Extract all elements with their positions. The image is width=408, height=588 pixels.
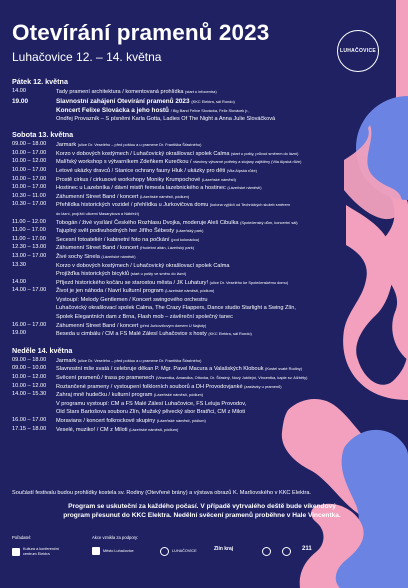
program-item <box>12 184 404 193</box>
item-time <box>12 400 56 409</box>
item-location: všechny výtvarné potřeby a stojany zajištěny (Vila Alpská růže) <box>193 159 302 165</box>
page-subtitle: Luhačovice 12. – 14. května <box>12 49 162 64</box>
heart-logo <box>262 547 271 556</box>
item-title: Beseda u cimbálu / CM a FS Malé Zálesí Luhačovice s hosty <box>56 331 207 338</box>
item-time: 14.00 – 15.30 <box>12 391 47 398</box>
item-location: (Lázeňské náměstí, pódium) <box>165 288 215 294</box>
item-title: Moravians / koncert folkrockové skupiny <box>56 418 156 424</box>
program-item <box>12 115 404 124</box>
item-title: Letové ukázky dravců / Stanice ochrany fauny Hluk / ukázky pro děti <box>56 167 226 174</box>
item-time: 11.00 – 17.00 <box>12 235 46 242</box>
weather-notice-line-1: Program se uskuteční za každého počasí. V případě vytrvalého deště bude víkendový <box>68 503 336 510</box>
item-time: 19.00 <box>12 97 28 105</box>
item-location: (Lázeňské náměstí) <box>227 185 262 191</box>
program-item <box>12 262 404 271</box>
zlin-name: Zlín kraj <box>214 546 234 552</box>
program-item <box>12 88 404 97</box>
item-location: (pod kolonádou) <box>171 236 200 242</box>
item-location: (zastávky u pramenů) <box>244 383 282 389</box>
item-time: 10.30 – 11.00 <box>12 192 46 199</box>
item-title: Tobogán / živé vysílání Českého Rozhlasu Dvojka, moderuje Aleš Cibulka <box>56 219 239 226</box>
organizer-logo <box>12 547 72 557</box>
item-location: (KKC Elektra, sál Rondo) <box>208 331 252 337</box>
item-event <box>56 167 257 176</box>
item-time: 10.00 – 12.00 <box>12 158 47 165</box>
item-event <box>56 383 282 392</box>
item-event <box>56 296 208 305</box>
item-title: Slavnostní zahájení Otevírání pramenů 2023 <box>56 97 190 105</box>
item-location: (KKC Elektra, sál Rondo) <box>191 98 235 104</box>
item-location: (Lázeňské náměstí, pódium) <box>139 193 190 199</box>
item-event <box>56 88 217 97</box>
item-event <box>56 426 178 435</box>
program <box>12 77 404 434</box>
item-title: V programu vystoupí: CM a FS Malé Zálesí Luhačovice, FS Leluja Provodov, <box>56 400 247 407</box>
spa-name: LUHAČOVICE <box>172 549 197 553</box>
item-event <box>56 365 302 374</box>
item-time <box>12 313 56 322</box>
item-title: Slavnostní mše svatá / celebruje děkan P. Mgr. Pavel Macura a Valašských Klobouk <box>56 366 264 373</box>
item-location: (start u pošty, průvod směrem do lázní) <box>231 150 299 156</box>
program-item <box>12 210 404 219</box>
item-time: 09.00 – 18.00 <box>12 356 47 363</box>
item-time: 11.00 – 12.00 <box>12 218 46 225</box>
program-item <box>12 357 404 366</box>
program-item <box>12 219 404 228</box>
item-title: Tajuplný svět podivuhodných her Jiřího Šébesty <box>56 228 175 235</box>
program-item <box>12 374 404 383</box>
item-title: Koncert Felixe Slovácka a jeho hostů <box>56 106 169 114</box>
item-time: 13.00 – 17.00 <box>12 252 47 259</box>
festival-note: Součástí festivalu budou prohlídky kostela sv. Rodiny (Otevřené brány) a výstava obrazů K. Maršovského v KKC Elektra. <box>12 490 311 496</box>
item-title: Život je jen náhoda / Navrí kulturní program <box>56 288 164 295</box>
item-location: do lázní, projíždí ulicemi Masarykova a Nábřeží) <box>56 210 140 216</box>
program-item <box>12 236 404 245</box>
program-item <box>12 417 404 426</box>
item-time: 19.00 <box>12 330 26 337</box>
item-location: (před Jurkovičovým domem U Najády) <box>139 322 207 328</box>
item-time: 09.00 – 18.00 <box>12 141 47 148</box>
item-title: Ondřej Provazník – S písněmi Karla Gotta, Ladies Of The Night a Anna Julie Slováčková <box>56 115 276 122</box>
program-item <box>12 279 404 288</box>
item-title: Roztančené prameny / vystoupení folklorních souborů a DH Provodovjanké <box>56 383 243 390</box>
program-item <box>12 97 404 106</box>
item-location: (ulice Dr. Veselého – před poštou a u pramene Dr. Františka Šťastného) <box>77 357 202 363</box>
item-event <box>56 357 201 366</box>
item-event <box>56 115 275 124</box>
item-time: 14.00 <box>12 278 26 285</box>
item-location: (Lázeňské náměstí, pódium) <box>153 392 204 398</box>
item-event <box>56 322 206 331</box>
item-time <box>12 115 56 124</box>
item-time: 11.00 – 17.00 <box>12 227 46 234</box>
page-title: Otevírání pramenů 2023 <box>12 20 270 45</box>
item-event <box>56 391 203 400</box>
item-location: (Vila Alpská růže) <box>226 167 257 173</box>
day-heading-friday: Pátek 12. května <box>12 77 68 86</box>
program-item <box>12 106 404 115</box>
program-item <box>12 141 404 150</box>
item-title: Secesní fotoateliér / kabinetní foto na počkání <box>56 236 170 243</box>
program-item <box>12 400 404 409</box>
item-title: Záhumenní Street Band / koncert <box>56 193 139 200</box>
item-title: Jarmark <box>56 357 77 364</box>
radio-name: 211 <box>302 546 312 552</box>
item-time: 16.00 – 17.00 <box>12 321 47 328</box>
item-time <box>12 270 56 279</box>
item-location: (Lázeňské náměstí, pódium) <box>156 418 206 423</box>
item-location: (ulice Dr. Veselého – před poštou a u pramene Dr. Františka Šťastného) <box>77 142 202 148</box>
item-time: 13.30 <box>12 261 26 268</box>
item-title: Zahraj mně hudečku / kulturní program <box>56 392 153 399</box>
item-location: (Společenský dům, koncertní sál) <box>240 219 298 225</box>
item-location: (Lázeňské náměstí) <box>201 176 236 182</box>
item-time: 10.30 – 17.00 <box>12 201 47 208</box>
item-event <box>56 150 298 159</box>
item-time <box>12 304 56 313</box>
item-title: Veselé, muziko! / CM z Miloti <box>56 426 128 433</box>
item-event <box>56 158 301 167</box>
item-location: (Kostel svaté Rodiny) <box>265 366 303 372</box>
item-title: Živé sochy Sinela <box>56 253 100 260</box>
item-time: 16.00 – 17.00 <box>12 417 47 423</box>
program-item <box>12 193 404 202</box>
day-heading-sunday: Neděle 14. května <box>12 345 73 355</box>
program-item <box>12 313 404 322</box>
item-event <box>56 184 262 193</box>
item-location: (start u pošty ve směru do lázní) <box>130 271 187 277</box>
program-item <box>12 296 404 305</box>
town-logo <box>92 547 134 555</box>
heart-icon <box>262 547 271 556</box>
item-time: 10.00 – 12.00 <box>12 382 47 389</box>
item-title: Prostě cirkus / cirkusové workshopy Moniky Krumpochové <box>56 176 201 183</box>
item-location: (Lázeňské náměstí, pódium) <box>129 426 179 432</box>
item-title: Jarmark <box>56 142 77 149</box>
item-time: 10.00 – 17.00 <box>12 184 47 191</box>
saturday-list <box>12 141 404 339</box>
item-event <box>56 219 298 228</box>
program-item <box>12 322 404 331</box>
item-event <box>56 374 307 383</box>
town-crest-icon <box>92 547 100 555</box>
item-title: Přehlídka historických vozidel / přehlídka u Jurkovičova domu <box>56 202 209 209</box>
program-item <box>12 383 404 392</box>
item-location: / Big Band Felixe Slovácka, Felix Slovácek jr., <box>170 107 250 113</box>
item-title: Korzo v dobových kostýmech / Luhačovický okrašlovací spolek Calma <box>56 262 230 269</box>
program-item <box>12 201 404 210</box>
item-event <box>56 193 189 202</box>
item-event <box>56 210 139 219</box>
item-location: (kolona vyjíždí od Technických služeb směrem <box>209 202 290 208</box>
program-item <box>12 330 404 339</box>
program-item <box>12 365 404 374</box>
item-event <box>56 400 246 409</box>
item-event <box>56 262 229 271</box>
program-item <box>12 158 404 167</box>
item-event <box>56 313 233 322</box>
star-icon <box>282 547 291 556</box>
town-name: Město Luhačovice <box>103 548 134 553</box>
item-event <box>56 97 235 106</box>
item-title: Malířský workshop s výtvarníkem Zdeňkem Kurečkou / <box>56 159 192 166</box>
item-time: 14.00 – 17.00 <box>12 287 47 294</box>
program-item <box>12 408 404 417</box>
item-time <box>12 296 56 305</box>
program-item <box>12 391 404 400</box>
item-title: Svěcení pramenů / trasa po pramenech <box>56 375 155 382</box>
program-item <box>12 176 404 185</box>
item-event <box>56 141 201 150</box>
item-title: Korzo v dobových kostýmech / Luhačovický okrašlovací spolek Calma <box>56 150 230 157</box>
item-time <box>12 408 56 417</box>
item-time: 10.00 – 12.00 <box>12 374 47 381</box>
star-logo <box>282 547 291 556</box>
item-title: Záhumenní Street Band / koncert <box>56 245 139 252</box>
item-time: 17.15 – 18.00 <box>12 425 47 432</box>
item-location: (Hudební altán, Lázeňský park) <box>139 245 195 251</box>
program-item <box>12 426 404 435</box>
program-item <box>12 270 404 279</box>
program-item <box>12 150 404 159</box>
spa-logo <box>160 547 197 556</box>
item-time: 12.30 – 13.00 <box>12 244 47 251</box>
item-event <box>56 236 199 245</box>
item-title: Záhumenní Street Band / koncert <box>56 322 139 329</box>
item-event <box>56 417 206 426</box>
elektra-icon <box>12 548 20 556</box>
item-title: Hostinec u Lazebníka / dávní mistři řemesla lazebnického a hostinec <box>56 185 226 192</box>
day-heading-saturday: Sobota 13. května <box>12 130 74 140</box>
item-title: Old Stars Bartošova souboru Zlín, Mužský pěvecký sbor Bratřici, CM z Miloti <box>56 409 246 416</box>
item-event <box>56 408 245 417</box>
sunday-list <box>12 357 404 434</box>
item-time: 09.00 – 10.00 <box>12 365 47 372</box>
item-location: (ulice Dr. Veselého ke Společenskému domu) <box>209 279 289 285</box>
item-location: (Lázeňský park) <box>175 228 204 234</box>
program-item <box>12 304 404 313</box>
item-location: (start u infocentra) <box>185 89 217 94</box>
item-title: Projížďka historických bicyklů <box>56 271 130 278</box>
luhacovice-logo <box>337 30 379 72</box>
organizer-label: Pořadatel: <box>12 535 32 540</box>
weather-notice <box>12 502 392 521</box>
item-time: 10.00 – 17.00 <box>12 175 47 182</box>
item-time: 10.00 – 17.00 <box>12 149 47 156</box>
item-event <box>56 201 290 210</box>
item-event <box>56 330 252 339</box>
header <box>12 22 269 64</box>
item-event <box>56 176 236 185</box>
friday-list <box>12 88 404 123</box>
item-event <box>56 304 296 313</box>
item-time <box>12 210 56 219</box>
spa-badge-icon <box>160 547 169 556</box>
item-event <box>56 227 203 236</box>
item-event <box>56 244 194 253</box>
program-item <box>12 287 404 296</box>
item-title: Spolek Elegantních dam z Brna, Flash mob – závěreční společný tanec <box>56 314 233 321</box>
item-title: Luhačovický okrašlovací spolek Calma, The Crazy Flappers, Dance studio Starlight a Swing Zlín, <box>56 305 296 312</box>
support-label: Akce vznikla za podpory: <box>92 535 139 540</box>
item-time <box>12 106 56 115</box>
item-title: Vystoupí: Melody Gentlemen / Koncert swingového orchestru <box>56 296 208 303</box>
program-item <box>12 167 404 176</box>
item-time: 14.00 <box>12 88 26 94</box>
item-title: Tady pramení architektura / komentovaná prohlídka <box>56 89 184 95</box>
item-event <box>56 106 249 115</box>
item-title: Příjezd historického kočáru se starostou města / JK Luhatury! <box>56 279 209 286</box>
item-event <box>56 279 288 288</box>
item-time: 10.00 – 17.00 <box>12 166 47 173</box>
organizer-name: Kultura a konferenční centrum Elektra <box>23 547 60 556</box>
logo-text: LUHAČOVICE <box>339 48 377 54</box>
program-item <box>12 227 404 236</box>
item-event <box>56 253 136 262</box>
radio-logo <box>302 547 312 552</box>
item-event <box>56 270 186 279</box>
item-location: (Vincentka, Amandka, Ottovka, Dr. Šťastný, Nový Jubilejní, Vincentka, kaple sv. Alžběty) <box>155 375 308 381</box>
program-item <box>12 253 404 262</box>
program-item <box>12 244 404 253</box>
item-event <box>56 287 214 296</box>
zlin-region-logo <box>214 547 233 552</box>
item-location: (Lázeňské náměstí) <box>101 253 136 259</box>
weather-notice-line-2: program přesunut do KKC Elektra. Nedělní svěcení pramenů proběhne v Hale Vincentka. <box>63 512 341 520</box>
